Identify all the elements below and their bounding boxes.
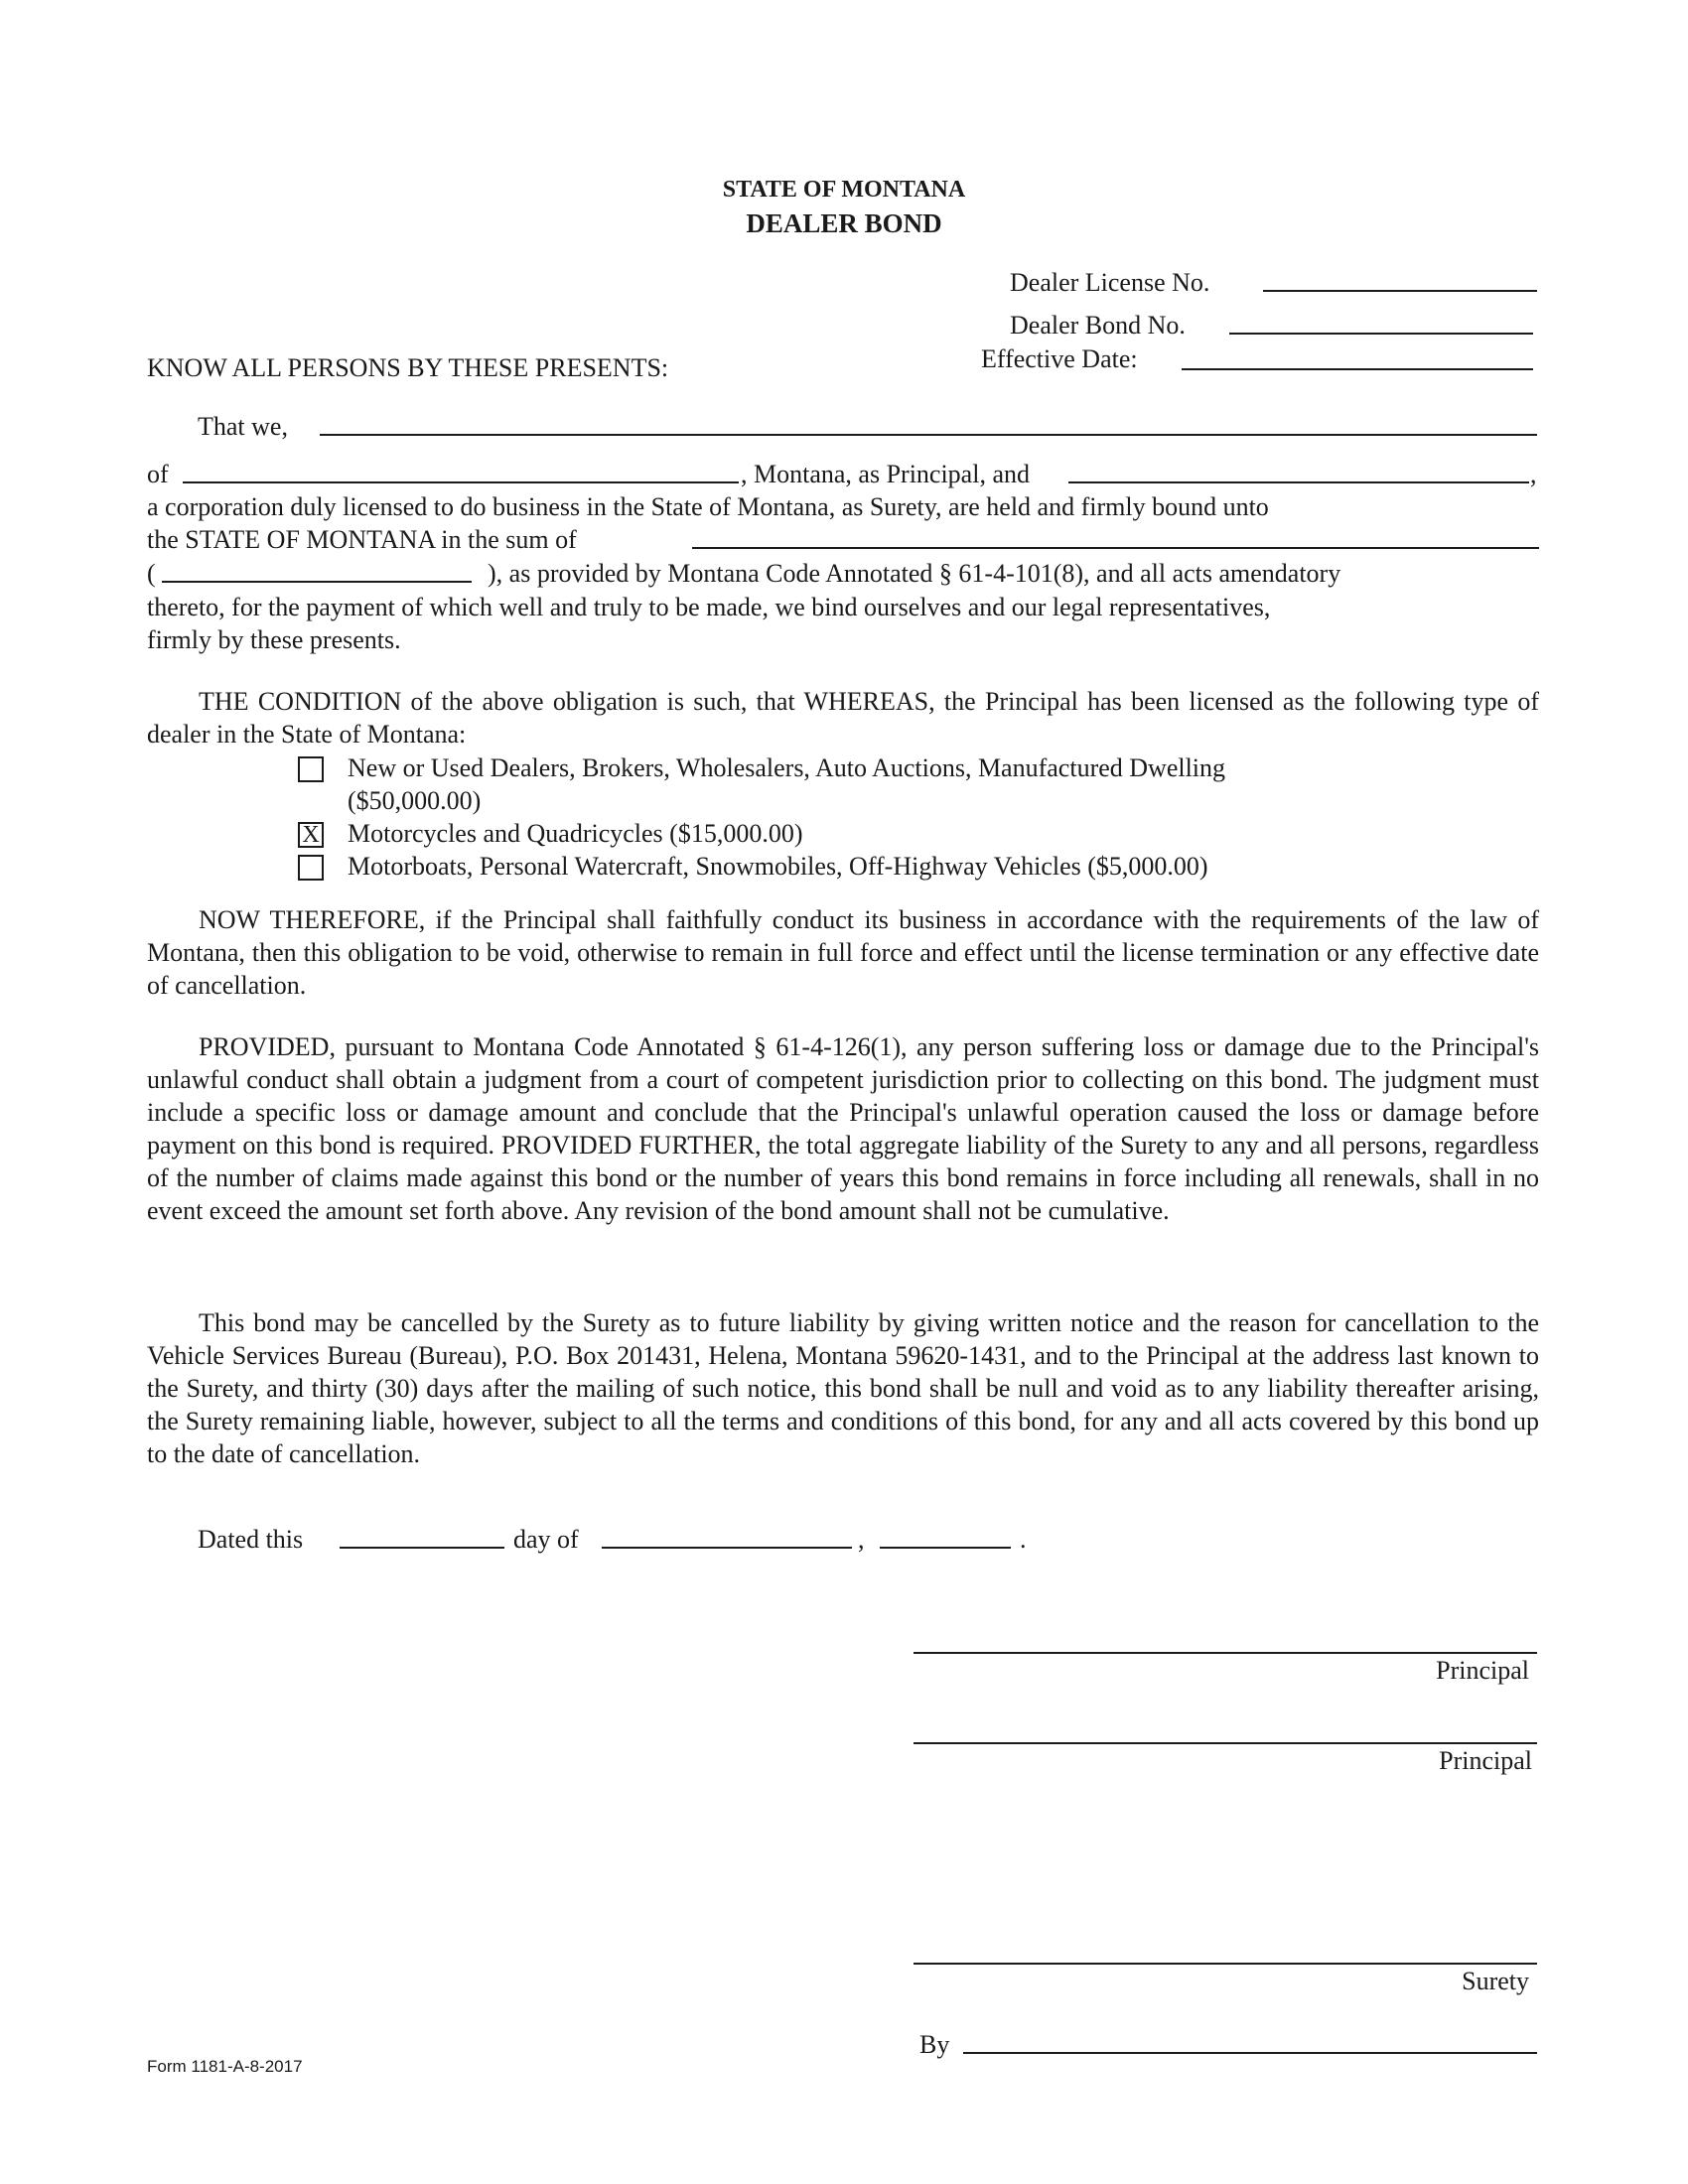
principal-signature-line-2[interactable] bbox=[914, 1742, 1537, 1744]
dated-comma: , bbox=[858, 1525, 865, 1554]
firmly-line: firmly by these presents. bbox=[147, 625, 401, 654]
comma-text: , bbox=[1530, 460, 1537, 488]
dated-this-label: Dated this bbox=[198, 1525, 304, 1554]
paren-open: ( bbox=[147, 559, 156, 588]
principal-label-1: Principal bbox=[1436, 1656, 1529, 1685]
surety-name-field[interactable] bbox=[1068, 481, 1529, 483]
cancellation-paragraph: This bond may be cancelled by the Surety as to future liability by giving written notice and the reason for cancellation to the Vehicle Services Bureau (Bureau), P.O. Box 201431, Helena, Montana 59620-1431, and to the Principal at the address last known to the Surety, and thirty (30) days after the mailing of such notice, this bond shall be null and void as to any liability thereafter arising, the Surety remaining liable, however, subject to all the terms and conditions of this bond, for any and all acts covered by this bond up to the date of cancellation. bbox=[147, 1308, 1539, 1468]
principal-name-field[interactable] bbox=[320, 434, 1537, 436]
corporation-line: a corporation duly licensed to do business in the State of Montana, as Surety, are held and firmly bound unto bbox=[147, 492, 1269, 521]
principal-signature-line-1[interactable] bbox=[914, 1652, 1537, 1654]
dealer-license-field[interactable] bbox=[1263, 290, 1537, 292]
option-motorboats-label: Motorboats, Personal Watercraft, Snowmobiles, Off-Highway Vehicles ($5,000.00) bbox=[348, 852, 1208, 881]
principal-city-field[interactable] bbox=[183, 481, 739, 483]
by-label: By bbox=[919, 2030, 950, 2059]
effective-date-label: Effective Date: bbox=[981, 344, 1138, 373]
option-new-used-amount: ($50,000.00) bbox=[348, 786, 482, 815]
document-title: DEALER BOND bbox=[746, 208, 942, 238]
month-field[interactable] bbox=[602, 1547, 852, 1549]
principal-label-2: Principal bbox=[1439, 1746, 1532, 1775]
thereto-line: thereto, for the payment of which well and truly to be made, we bind ourselves and our legal representatives, bbox=[147, 593, 1271, 621]
day-of-label: day of bbox=[513, 1525, 579, 1554]
day-field[interactable] bbox=[340, 1547, 504, 1549]
know-all-heading: KNOW ALL PERSONS BY THESE PRESENTS: bbox=[147, 353, 669, 382]
that-we-label: That we, bbox=[198, 412, 288, 441]
by-signature-line[interactable] bbox=[963, 2052, 1537, 2054]
of-label: of bbox=[147, 460, 169, 488]
checkbox-new-used-dealers[interactable] bbox=[298, 756, 324, 782]
surety-label: Surety bbox=[1462, 1967, 1529, 1995]
option-new-used-label: New or Used Dealers, Brokers, Wholesalers, Auto Auctions, Manufactured Dwelling bbox=[348, 753, 1226, 782]
checkbox-motorboats[interactable] bbox=[298, 855, 324, 881]
year-field[interactable] bbox=[880, 1547, 1011, 1549]
dealer-license-label: Dealer License No. bbox=[1010, 268, 1210, 297]
montana-principal-text: , Montana, as Principal, and bbox=[741, 460, 1030, 488]
dealer-bond-field[interactable] bbox=[1229, 333, 1533, 335]
option-motorcycles-label: Motorcycles and Quadricycles ($15,000.00) bbox=[348, 819, 803, 848]
state-sum-label: the STATE OF MONTANA in the sum of bbox=[147, 525, 577, 554]
now-therefore-paragraph: NOW THEREFORE, if the Principal shall faithfully conduct its business in accordance with the requirements of the law of Montana, then this obligation to be void, otherwise to remain in full force and effect until the license termination or any effective date of cancellation. bbox=[147, 905, 1539, 1000]
state-heading: STATE OF MONTANA bbox=[722, 177, 966, 203]
sum-numeric-field[interactable] bbox=[162, 581, 472, 583]
effective-date-field[interactable] bbox=[1182, 368, 1533, 370]
form-number: Form 1181-A-8-2017 bbox=[147, 2057, 303, 2076]
dealer-bond-label: Dealer Bond No. bbox=[1010, 311, 1186, 340]
checkbox-motorcycles[interactable]: X bbox=[298, 822, 324, 848]
dated-period: . bbox=[1020, 1525, 1027, 1554]
condition-paragraph: THE CONDITION of the above obligation is such, that WHEREAS, the Principal has been licensed as the following type of dealer in the State of Montana: bbox=[147, 687, 1539, 749]
provided-by-text: ), as provided by Montana Code Annotated § 61-4-101(8), and all acts amendatory bbox=[488, 559, 1341, 588]
sum-words-field[interactable] bbox=[692, 547, 1539, 549]
surety-signature-line[interactable] bbox=[914, 1963, 1537, 1965]
provided-paragraph: PROVIDED, pursuant to Montana Code Annotated § 61-4-126(1), any person suffering loss or damage due to the Principal's unlawful conduct shall obtain a judgment from a court of competent jurisdiction prior to collecting on this bond. The judgment must include a specific loss or damage amount and conclude that the Principal's unlawful operation caused the loss or damage before payment on this bond is required. PROVIDED FURTHER, the total aggregate liability of the Surety to any and all persons, regardless of the number of claims made against this bond or the number of years this bond remains in force including all renewals, shall in no event exceed the amount set forth above. Any revision of the bond amount shall not be cumulative. bbox=[147, 1032, 1539, 1225]
